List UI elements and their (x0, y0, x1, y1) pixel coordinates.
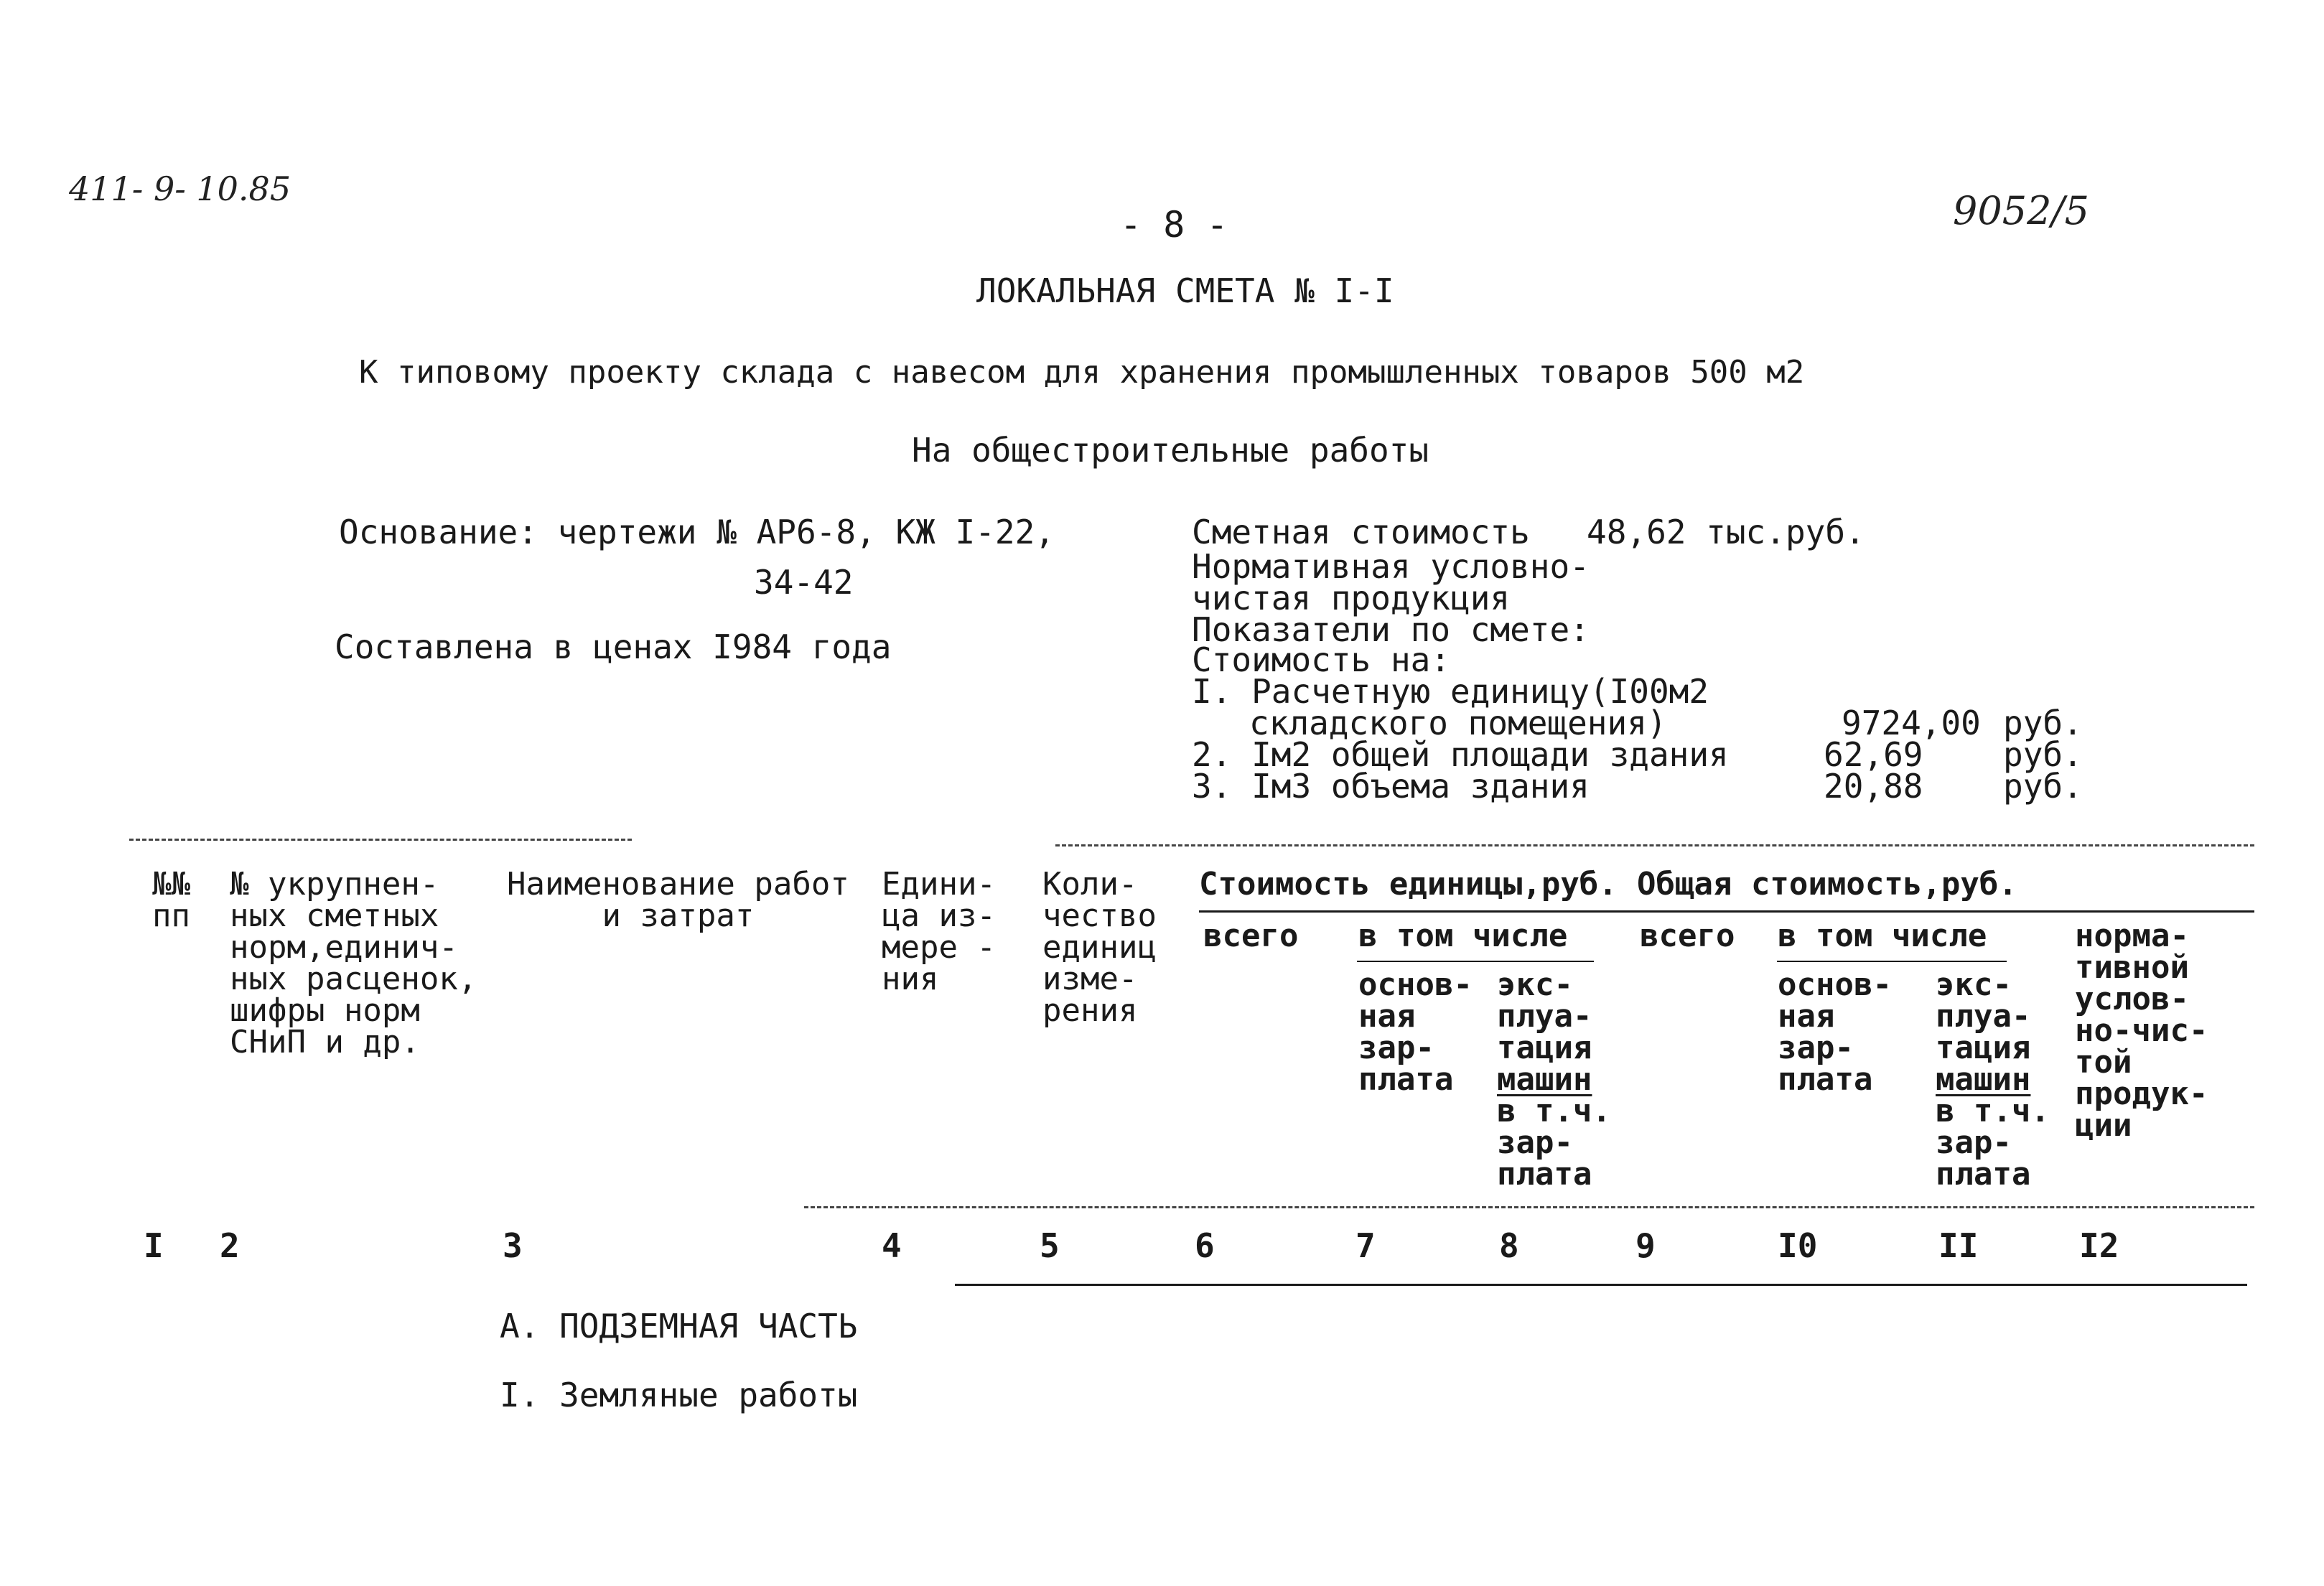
table-top-rule-right (1055, 844, 2254, 846)
unit-base-salary-header: основ- ная зар- плата (1358, 966, 1473, 1098)
handwritten-document-code: 411- 9- 10.85 (69, 169, 291, 208)
column-number-8: 8 (1499, 1226, 1519, 1265)
section-heading-earthworks: I. Земляные работы (500, 1376, 858, 1414)
indicator-1-label-2: складского помещения) (1249, 704, 1667, 742)
column-number-11: II (1938, 1226, 1979, 1265)
unit-including-underline (1357, 961, 1594, 962)
header-bottom-rule (804, 1206, 2254, 1208)
column-number-5: 5 (1040, 1226, 1060, 1265)
estimated-cost-label: Сметная стоимость (1192, 513, 1530, 551)
col-header-number: №№ пп (152, 866, 190, 934)
indicator-2-value: 62,69 (1824, 735, 1923, 774)
column-number-6: 6 (1195, 1226, 1215, 1265)
cost-group-underline (1199, 910, 2254, 913)
page-title: ЛОКАЛЬНАЯ СМЕТА № I-I (976, 271, 1394, 310)
prices-year: Составлена в ценах I984 года (335, 628, 892, 666)
unit-cost-group-header: Стоимость единицы,руб. (1199, 866, 1618, 902)
unit-machines-header: машин (1497, 1061, 1592, 1098)
total-incl-salary-header: в т.ч. зар- плата (1936, 1093, 2050, 1193)
indicator-2-label: 2. Iм2 общей площади здания (1192, 735, 1729, 774)
total-cost-total-header: всего (1640, 918, 1735, 954)
column-number-7: 7 (1355, 1226, 1376, 1265)
estimated-cost-value: 48,62 тыс.руб. (1587, 513, 1865, 551)
total-base-salary-header: основ- ная зар- плата (1778, 966, 1892, 1098)
basis-drawings: Основание: чертежи № АР6-8, КЖ I-22, (339, 513, 1055, 551)
column-number-9: 9 (1635, 1226, 1656, 1265)
unit-cost-including-header: в том числе (1358, 918, 1568, 954)
total-including-underline (1777, 961, 2007, 962)
table-top-rule-left (129, 839, 632, 841)
unit-incl-salary-header: в т.ч. зар- плата (1497, 1093, 1611, 1193)
basis-drawings-continued: 34-42 (754, 563, 854, 602)
normative-product-label-2: чистая продукция (1192, 579, 1511, 617)
column-number-12: I2 (2079, 1226, 2119, 1265)
column-number-2: 2 (220, 1226, 240, 1265)
column-number-4: 4 (882, 1226, 902, 1265)
indicator-2-unit: руб. (2003, 735, 2083, 774)
column-number-3: 3 (503, 1226, 523, 1265)
total-machine-op-header: экс- плуа- тация (1936, 966, 2031, 1066)
section-heading-underground: А. ПОДЗЕМНАЯ ЧАСТЬ (500, 1307, 858, 1345)
col-header-unit: Едини- ца из- мере - ния (882, 866, 996, 997)
page-number: - 8 - (1120, 204, 1228, 246)
indicator-3-label: 3. Iм3 объема здания (1192, 767, 1590, 806)
work-type: На общестроительные работы (912, 431, 1429, 470)
total-cost-group-header: Общая стоимость,руб. (1637, 866, 2017, 902)
col-header-quantity: Коли- чество единиц изме- рения (1042, 866, 1157, 1029)
indicator-1-unit: руб. (2003, 704, 2083, 742)
total-machines-header: машин (1936, 1061, 2031, 1098)
column-number-10: I0 (1778, 1226, 1818, 1265)
total-cost-including-header: в том числе (1778, 918, 1987, 954)
indicator-1-value: 9724,00 (1842, 704, 1981, 742)
unit-cost-total-header: всего (1203, 918, 1299, 954)
column-numbers-rule (955, 1284, 2247, 1286)
normative-product-label: Нормативная условно- (1192, 547, 1590, 586)
indicator-3-value: 20,88 (1824, 767, 1923, 806)
unit-machine-op-header: экс- плуа- тация (1497, 966, 1592, 1066)
indicators-label: Показатели по смете: (1192, 610, 1590, 649)
page-subtitle: К типовому проекту склада с навесом для хранения промышленных товаров 500 м2 (359, 354, 1805, 391)
normative-product-header: норма- тивной услов- но-чис- той продук- ции (2075, 918, 2208, 1144)
indicator-1-label: I. Расчетную единицу(I00м2 (1192, 672, 1709, 711)
cost-on-label: Стоимость на: (1192, 640, 1451, 679)
col-header-work-name: Наименование работ и затрат (507, 866, 849, 934)
handwritten-sheet-code: 9052/5 (1953, 188, 2089, 233)
col-header-norm-codes: № укрупнен- ных сметных норм,единич- ных расценок, шифры норм СНиП и др. (230, 866, 477, 1060)
column-number-1: I (144, 1226, 164, 1265)
indicator-3-unit: руб. (2003, 767, 2083, 806)
